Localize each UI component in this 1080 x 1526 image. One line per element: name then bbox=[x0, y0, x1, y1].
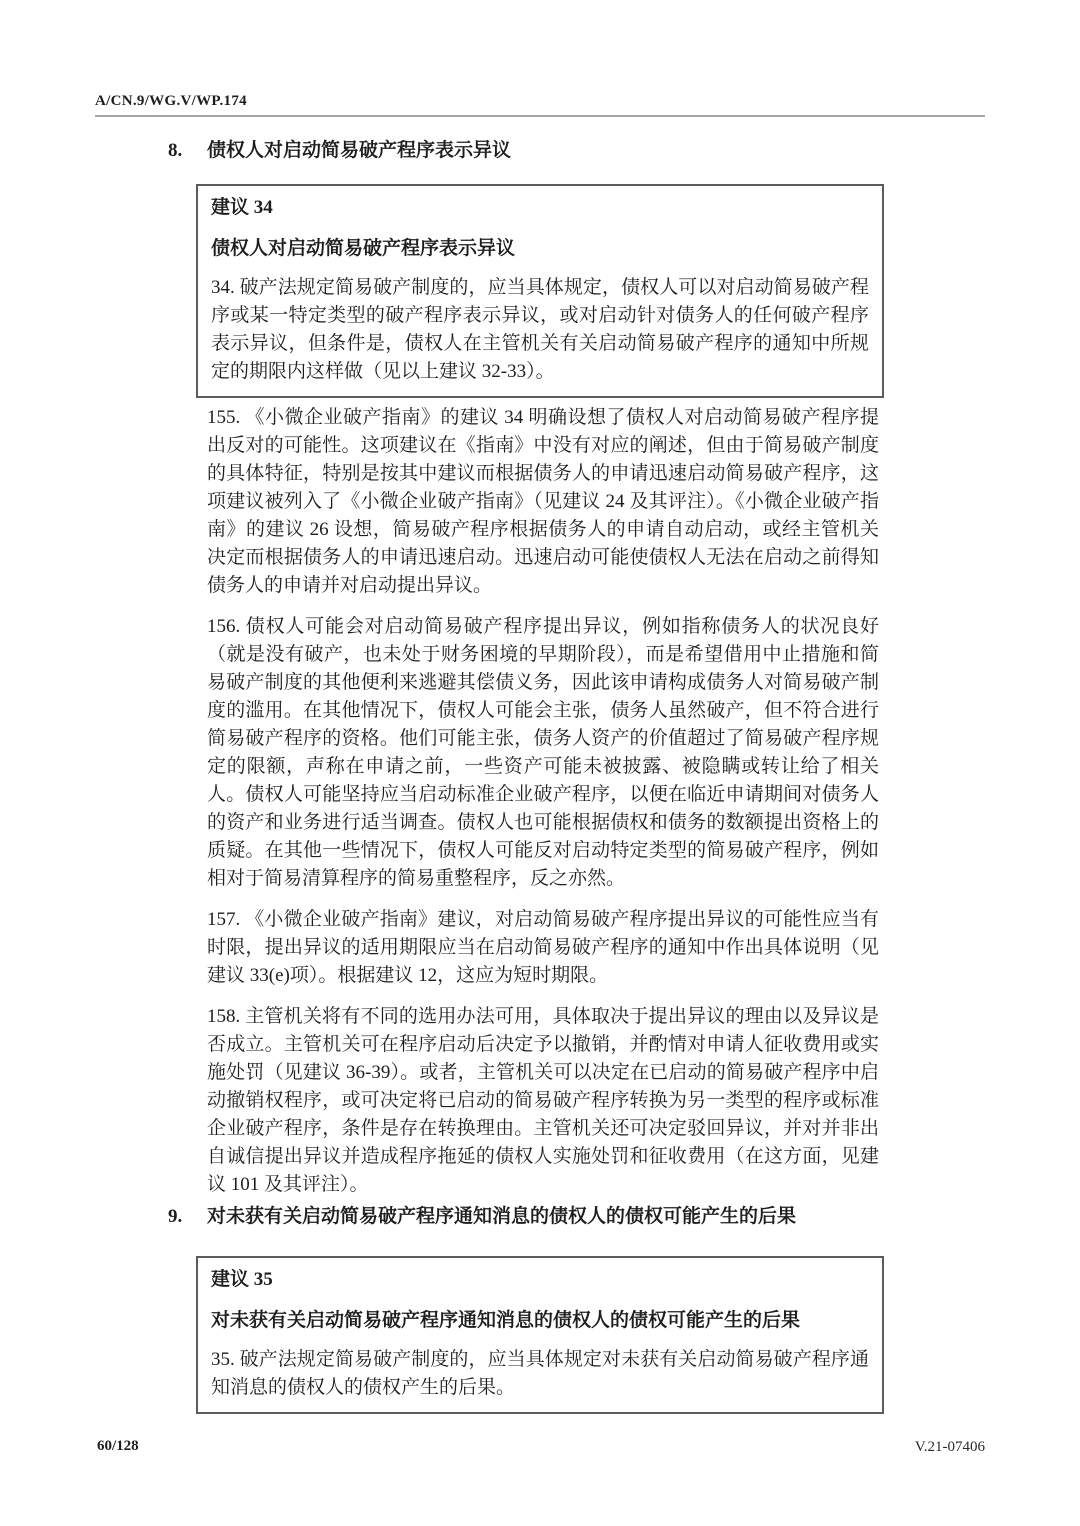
header-divider bbox=[95, 115, 985, 117]
page-number: 60/128 bbox=[97, 1438, 139, 1454]
section-8-title: 债权人对启动简易破产程序表示异议 bbox=[207, 140, 512, 161]
recommendation-34-title: 债权人对启动简易破产程序表示异议 bbox=[211, 238, 516, 259]
document-symbol: A/CN.9/WG.V/WP.174 bbox=[95, 93, 247, 109]
commentary-paragraphs bbox=[207, 404, 879, 1199]
section-8-heading bbox=[168, 138, 880, 164]
paragraph-157: 157. 《小微企业破产指南》建议，对启动简易破产程序提出异议的可能性应当有时限，提出异议的适用期限应当在启动简易破产程序的通知中作出具体说明（见建议 33(e)项）。根据建议 12，这应为短时期限。 bbox=[207, 909, 879, 986]
recommendation-35-label: 建议 35 bbox=[211, 1269, 273, 1290]
section-8-number: 8. bbox=[168, 140, 183, 161]
paragraph-158: 158. 主管机关将有不同的选用办法可用，具体取决于提出异议的理由以及异议是否成立。主管机关可在程序启动后决定予以撤销，并酌情对申请人征收费用或实施处罚（见建议 36-39）。或者，主管机关可以决定在已启动的简易破产程序中启动撤销权程序，或可决定将已启动的简易破产程序转换为另一类型的程序或标准企业破产程序，条件是存在转换理由。主管机关还可决定驳回异议，并对并非出自诚信提出异议并造成程序拖延的债权人实施处罚和征收费用（在这方面，见建议 101 及其评注）。 bbox=[207, 1006, 879, 1195]
recommendation-35-title: 对未获有关启动简易破产程序通知消息的债权人的债权可能产生的后果 bbox=[211, 1310, 801, 1331]
section-9-number: 9. bbox=[168, 1206, 183, 1227]
recommendation-34-box bbox=[196, 184, 884, 398]
paragraph-155: 155. 《小微企业破产指南》的建议 34 明确设想了债权人对启动简易破产程序提出反对的可能性。这项建议在《指南》中没有对应的阐述，但由于简易破产制度的具体特征，特别是按其中建议而根据债务人的申请迅速启动简易破产程序，这项建议被列入了《小微企业破产指南》（见建议 24 及其评注）。《小微企业破产指南》的建议 26 设想，简易破产程序根据债务人的申请自动启动，或经主管机关决定而根据债务人的申请迅速启动。迅速启动可能使债权人无法在启动之前得知债务人的申请并对启动提出异议。 bbox=[207, 407, 879, 596]
recommendation-35-box bbox=[196, 1256, 884, 1414]
section-9-title: 对未获有关启动简易破产程序通知消息的债权人的债权可能产生的后果 bbox=[207, 1206, 797, 1227]
recommendation-35-body: 35. 破产法规定简易破产制度的，应当具体规定对未获有关启动简易破产程序通知消息的债权人的债权产生的后果。 bbox=[211, 1349, 869, 1398]
document-code: V.21-07406 bbox=[914, 1439, 985, 1455]
recommendation-34-body: 34. 破产法规定简易破产制度的，应当具体规定，债权人可以对启动简易破产程序或某一特定类型的破产程序表示异议，或对启动针对债务人的任何破产程序表示异议，但条件是，债权人在主管机关有关启动简易破产程序的通知中所规定的期限内这样做（见以上建议 32-33）。 bbox=[211, 277, 869, 382]
paragraph-156: 156. 债权人可能会对启动简易破产程序提出异议，例如指称债务人的状况良好（就是没有破产，也未处于财务困境的早期阶段），而是希望借用中止措施和简易破产制度的其他便利来逃避其偿债义务，因此该申请构成债务人对简易破产制度的滥用。在其他情况下，债权人可能会主张，债务人虽然破产，但不符合进行简易破产程序的资格。他们可能主张，债务人资产的价值超过了简易破产程序规定的限额，声称在申请之前，一些资产可能未被披露、被隐瞒或转让给了相关人。债权人可能坚持应当启动标准企业破产程序，以便在临近申请期间对债务人的资产和业务进行适当调查。债权人也可能根据债权和债务的数额提出资格上的质疑。在其他一些情况下，债权人可能反对启动特定类型的简易破产程序，例如相对于简易清算程序的简易重整程序，反之亦然。 bbox=[207, 616, 879, 889]
recommendation-34-label: 建议 34 bbox=[211, 197, 273, 218]
section-9-heading bbox=[168, 1204, 880, 1230]
